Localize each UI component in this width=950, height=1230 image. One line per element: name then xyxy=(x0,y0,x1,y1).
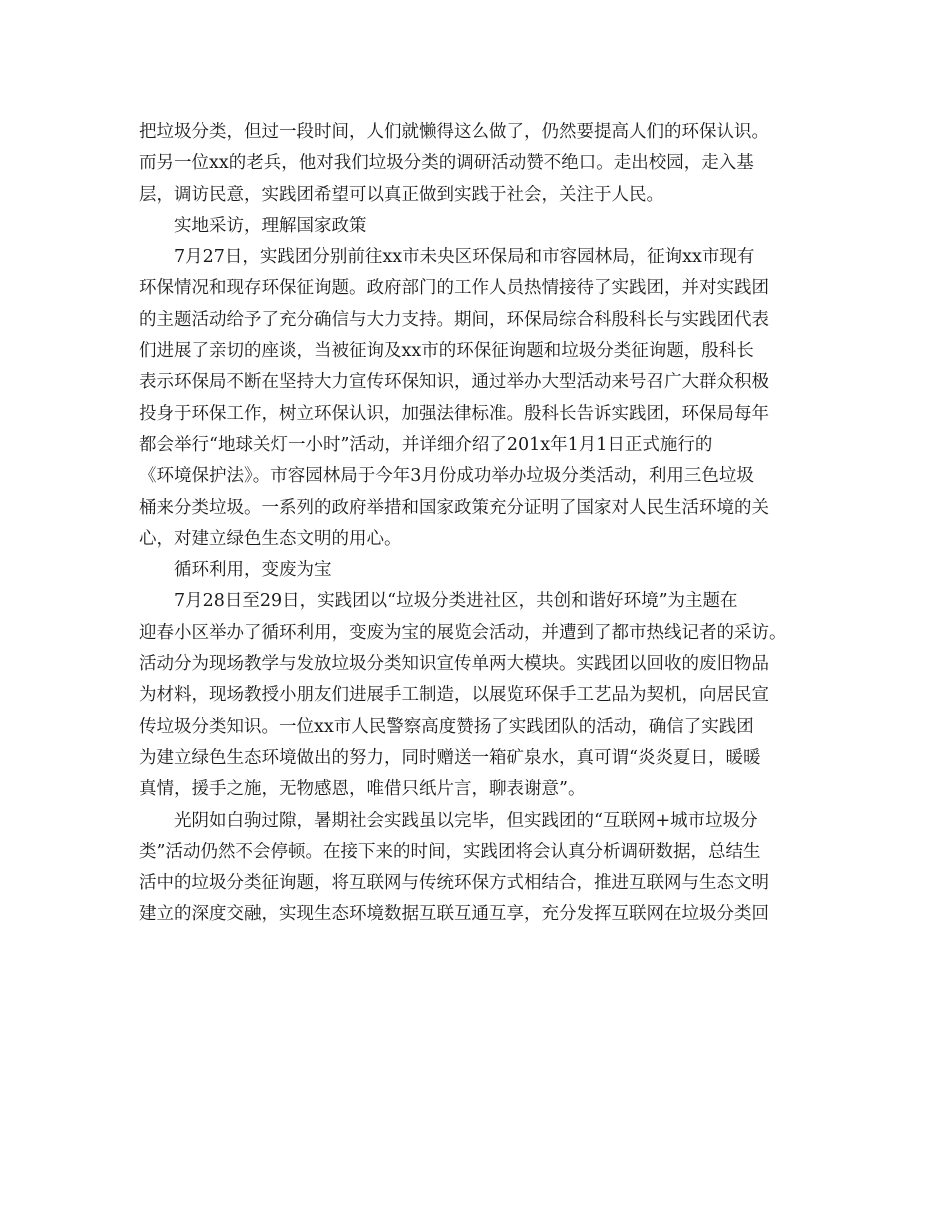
text-line: 把垃圾分类，但过一段时间，人们就懒得这么做了，仍然要提高人们的环保认识。 xyxy=(139,122,769,142)
text-line: 真情，援手之施，无物感恩，唯借只纸片言，聊表谢意”。 xyxy=(139,779,586,800)
text-line: 都会举行“地球关灯一小时”活动，并详细介绍了201x年1月1日正式施行的 xyxy=(139,434,713,455)
paragraph-start-line: 光阴如白驹过隙，暑期社会实践虽以完毕，但实践团的“互联网+城市垃圾分 xyxy=(174,810,758,831)
paragraph-start-line: 7月27日，实践团分别前往xx市未央区环保局和市容园林局，征询xx市现有 xyxy=(174,247,755,268)
text-line: 环保情况和现存环保征询题。政府部门的工作人员热情接待了实践团，并对实践团 xyxy=(139,278,769,299)
text-line: 《环境保护法》。市容园林局于今年3月份成功举办垃圾分类活动，利用三色垃圾 xyxy=(139,466,754,487)
text-line: 心，对建立绿色生态文明的用心。 xyxy=(139,528,402,549)
document-body xyxy=(139,117,824,931)
paragraph-start-line: 7月28日至29日，实践团以“垃圾分类进社区，共创和谐好环境”为主题在 xyxy=(174,591,738,612)
text-line: 表示环保局不断在坚持大力宣传环保知识，通过举办大型活动来号召广大群众积极 xyxy=(139,372,769,393)
text-line: 桶来分类垃圾。一系列的政府举措和国家政策充分证明了国家对人民生活环境的关 xyxy=(139,497,769,518)
text-line: 活动分为现场教学与发放垃圾分类知识宣传单两大模块。实践团以回收的废旧物品 xyxy=(139,654,769,675)
text-line: 迎春小区举办了循环利用，变废为宝的展览会活动，并遭到了都市热线记者的采访。 xyxy=(139,622,787,643)
text-line: 类”活动仍然不会停顿。在接下来的时间，实践团将会认真分析调研数据，总结生 xyxy=(139,841,761,862)
text-line: 们进展了亲切的座谈，当被征询及xx市的环保征询题和垃圾分类征询题，殷科长 xyxy=(139,341,754,362)
text-line: 为建立绿色生态环境做出的努力，同时赠送一箱矿泉水，真可谓“炎炎夏日，暖暖 xyxy=(139,747,761,768)
text-line: 为材料，现场教授小朋友们进展手工制造，以展览环保手工艺品为契机，向居民宣 xyxy=(139,685,769,706)
text-line: 投身于环保工作，树立环保认识，加强法律标准。殷科长告诉实践团，环保局每年 xyxy=(139,403,769,424)
text-line: 传垃圾分类知识。一位xx市人民警察高度赞扬了实践团队的活动，确信了实践团 xyxy=(139,716,754,737)
text-line: 建立的深度交融，实现生态环境数据互联互通互享，充分发挥互联网在垃圾分类回 xyxy=(139,904,769,925)
text-line: 层，调访民意，实践团希望可以真正做到实践于社会，关注于人民。 xyxy=(139,184,664,205)
text-line: 而另一位xx的老兵，他对我们垃圾分类的调研活动赞不绝口。走出校园，走入基 xyxy=(139,153,754,174)
text-line: 的主题活动给予了充分确信与大力支持。期间，环保局综合科殷科长与实践团代表 xyxy=(139,309,769,330)
paragraph-start-line: 实地采访，理解国家政策 xyxy=(174,215,367,236)
text-line: 活中的垃圾分类征询题，将互联网与传统环保方式相结合，推进互联网与生态文明 xyxy=(139,873,769,894)
paragraph-start-line: 循环利用，变废为宝 xyxy=(174,560,332,581)
